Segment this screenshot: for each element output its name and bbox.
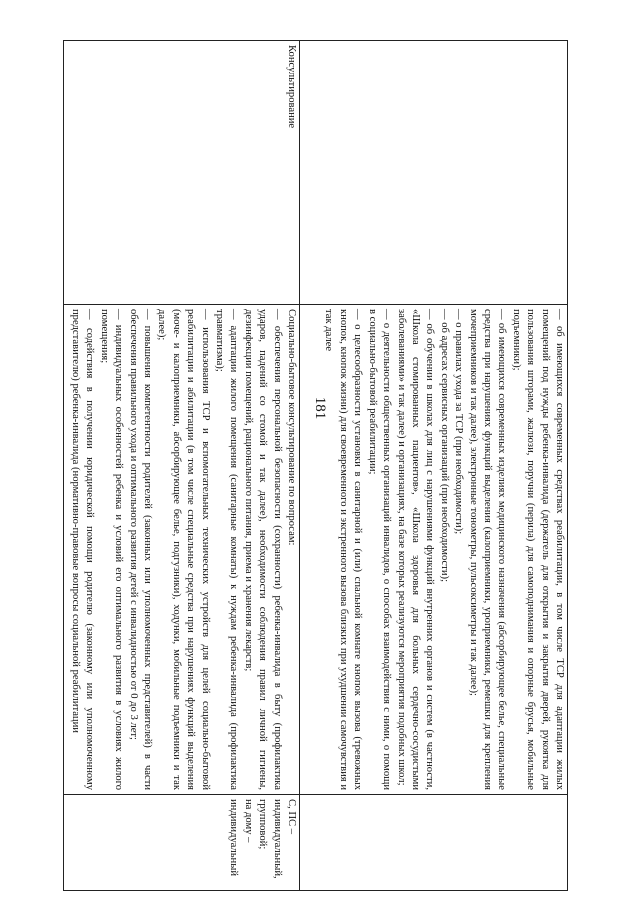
form-cell — [64, 795, 300, 891]
page-number: 181 — [312, 396, 328, 420]
list-item: — содействия в получении юридической помощи родителю (законному или уполномоченному представителю) ребенка-инвалида (нормативно-правовые вопросы социальной реабилитации — [69, 309, 96, 790]
list-item: — обеспечения персональной безопасности (сохранности) ребенка-инвалида в быту (профилактика ударов, падений со стомой и так далее), необходимости соблюдения правил личной гигиены, дезинфекции помещений, рационального питания, приема и хранения лекарств; — [242, 309, 283, 790]
list-item: — об обучении в школах для лиц с нарушениями функций внутренних органов и систем (в частности, «Школа стомированных пациентов», «Школа здоровья для больных сердечно-сосудистыми заболеваниями» и так далее) и организациях, на базе которых реализуются мероприятия подобных школ; — [395, 309, 436, 790]
service-name-cell: Консультирование — [64, 41, 300, 305]
list-item: — использования ТСР и вспомогательных технических устройств для целей социально-бытовой реабилитации и абилитации (в том числе специальные средства при нарушениях функций выделения (моче- и калоприемники, абсорбирующее белье, подгузники), ходунки, мобильные подъемники и так далее); — [156, 309, 211, 790]
content-cell — [300, 305, 568, 795]
form-text: групповой; — [257, 799, 269, 850]
table-row — [300, 41, 568, 891]
form-text: на дому – — [242, 799, 254, 843]
list-item: Социально-бытовое консультирование по вопросам: — [286, 309, 297, 546]
list-item: — о целесообразности установки в санитарной и (или) спальной комнате кнопок вызова (тревожных кнопок, кнопок жизни) для своевременного и экстренного вызова близких при ухудшении самочувствия и так далее — [323, 309, 364, 790]
form-text: индивидуальный — [228, 799, 240, 876]
list-item: — индивидуальных особенностей ребенка и условий его оптимального развития в условиях жилого помещения; — [98, 309, 125, 790]
form-cell — [300, 795, 568, 891]
list-item: — о правилах ухода за ТСР (при необходимости); — [453, 309, 465, 535]
list-item: — повышения компетентности родителей (законных или уполномоченных представителей) в части обеспечения правильного ухода и оптимального развития детей с инвалидностью от 0 до 3 лет; — [127, 309, 153, 790]
list-item: — адаптации жилого помещения (санитарные комнаты) к нуждам ребенка-инвалида (профилактика травматизма); — [213, 309, 240, 790]
list-item: — об имеющихся современных изделиях медицинского назначения (абсорбирующее белье, специальные средства при нарушениях функций выделения (калоприемники, уроприемники, ремешки для крепления мочеприемников и так далее), электронные тонометры, пульсоксиметры и так далее); — [467, 309, 508, 790]
list-item: — об адресах сервисных организаций (при необходимости); — [438, 309, 450, 583]
rotated-table-sheet — [64, 40, 568, 890]
list-item: — об имеющихся современных средствах реабилитации, в том числе ТСР для адаптации жилых помещений под нужды ребенка-инвалида (держатель для открытия и закрытия дверей, рукоятка для пользования шторами, жалюзи, поручни (перила) для самоподнимания и опорные брусья, мобильные подъемники); — [510, 309, 565, 790]
form-text: С, ПС – — [286, 799, 297, 835]
service-table — [63, 40, 568, 891]
form-text: индивидуальный, — [271, 799, 283, 879]
list-item: — о деятельности общественных организаций инвалидов, о способах взаимодействия с ними, о помощи в социально-бытовой реабилитации; — [366, 309, 393, 790]
content-cell — [64, 305, 300, 795]
table-row — [64, 41, 300, 891]
service-name-cell — [300, 41, 568, 305]
